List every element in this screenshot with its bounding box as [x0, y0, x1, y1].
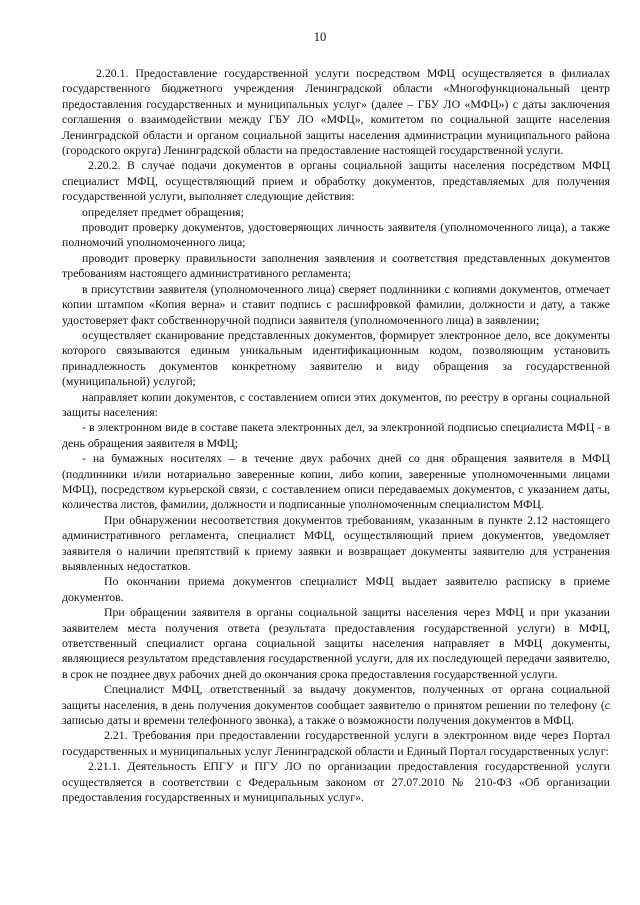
list-item-electronic: - в электронном виде в составе пакета электронных дел, за электронной подписью специалиста МФЦ - в день обращения заявителя в МФЦ;	[62, 420, 610, 450]
paragraph-nonconformity: При обнаружении несоответствия документов требованиям, указанным в пункте 2.12 настоящего административного регламента, специалист МФЦ, осуществляющий прием документов, уведомляет заявителя о наличии препятствий к приему заявки и возвращает документы заявителю для устранения выявленных недостатков.	[62, 512, 610, 573]
paragraph-notification: Специалист МФЦ, ответственный за выдачу документов, полученных от органа социальной защиты населения, в день получения документов сообщает заявителю о принятом решении по телефону (с записью даты и времени телефонного звонка), а также о возможности получения документов в МФЦ.	[62, 682, 610, 728]
action-item-send-copies: направляет копии документов, с составлением описи этих документов, по реестру в органы социальной защиты населения:	[62, 389, 610, 419]
paragraph-2-21-1: 2.21.1. Деятельность ЕПГУ и ПГУ ЛО по организации предоставления государственной услуги осуществляется в соответствии с Федеральным законом от 27.07.2010 № 210-ФЗ «Об организации предоставления государственных и муниципальных услуг».	[62, 759, 610, 805]
list-item-paper: - на бумажных носителях – в течение двух рабочих дней со дня обращения заявителя в МФЦ (подлинники и/или нотариально заверенные копии, либо копии, заверенные уполномоченными лицами МФЦ), посредством курьерской связи, с составлением описи передаваемых документов, с указанием даты, количества листов, фамилии, должности и подписанные уполномоченным специалистом МФЦ.	[62, 451, 610, 512]
page-number: 10	[313, 30, 327, 44]
action-item-verify-copies: в присутствии заявителя (уполномоченного лица) сверяет подлинники с копиями документов, отмечает копии штампом «Копия верна» и ставит подпись с расшифровкой фамилии, должности и дату, а также удостоверяет факт собственноручной подписи заявителя (уполномоченного лица) в заявлении;	[62, 281, 610, 327]
action-item-check-identity: проводит проверку документов, удостоверяющих личность заявителя (уполномоченного лица), а также полномочий уполномоченного лица;	[62, 220, 610, 250]
paragraph-2-21: 2.21. Требования при предоставлении государственной услуги в электронном виде через Портал государственных и муниципальных услуг Ленинградской области и Единый Портал государственных услуг:	[62, 728, 610, 758]
action-item-check-application: проводит проверку правильности заполнения заявления и соответствия представленных документов требованиям настоящего административного регламента;	[62, 250, 610, 281]
action-item-determine-subject: определяет предмет обращения;	[82, 204, 244, 219]
paragraph-result-delivery: При обращении заявителя в органы социальной защиты населения через МФЦ и при указании заявителем места получения ответа (результата предоставления государственной услуги) в МФЦ, ответственный специалист органа социальной защиты населения направляет в МФЦ документы, являющиеся результатом представления государственной услуги, для их последующей передачи заявителю, в срок не позднее двух рабочих дней до окончания срока предоставления государственной услуги.	[62, 605, 610, 681]
action-item-scan-documents: осуществляет сканирование представленных документов, формирует электронное дело, все документы которого связываются единым уникальным идентификационным кодом, позволяющим установить принадлежность документов конкретному заявителю и виду обращения за государственной (муниципальной) услугой;	[62, 327, 610, 389]
paragraph-receipt: По окончании приема документов специалист МФЦ выдает заявителю расписку в приеме документов.	[62, 574, 610, 604]
paragraph-2-20-2: 2.20.2. В случае подачи документов в органы социальной защиты населения посредством МФЦ специалист МФЦ, осуществляющий прием и обработку документов, представляемых для получения государственной услуги, выполняет следующие действия:	[62, 158, 610, 204]
paragraph-2-20-1: 2.20.1. Предоставление государственной услуги посредством МФЦ осуществляется в филиалах государственного бюджетного учреждения Ленинградской области «Многофункциональный центр предоставления государственных и муниципальных услуг» (далее – ГБУ ЛО «МФЦ») с даты заключения соглашения о взаимодействии между ГБУ ЛО «МФЦ», комитетом по социальной защите населения Ленинградской области и органом социальной защиты населения администрации муниципального района (городского округа) Ленинградской области на предоставление настоящей государственной услуги.	[62, 66, 610, 158]
document-body	[62, 66, 610, 806]
